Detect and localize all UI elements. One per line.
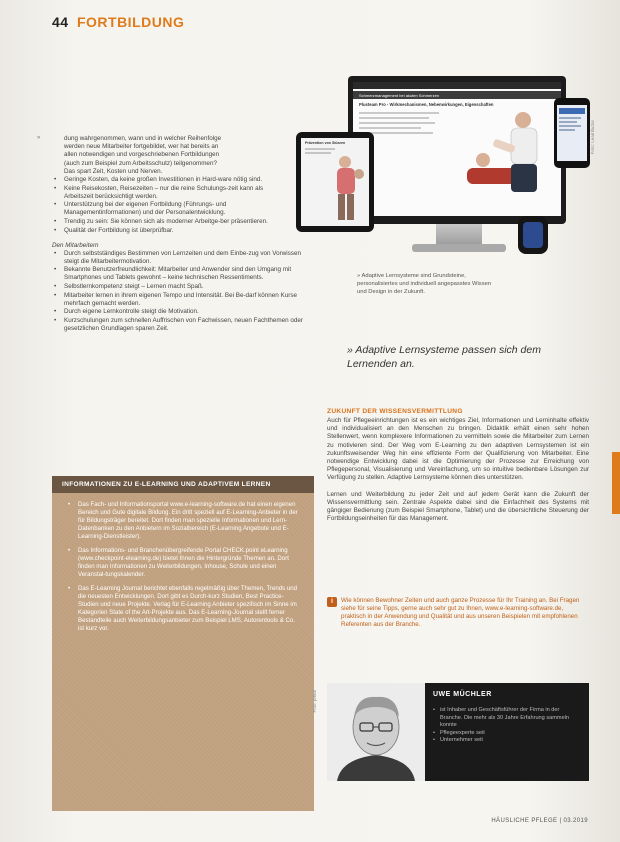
- staff-subheading: Den Mitarbeitern: [52, 241, 99, 249]
- page-header: [52, 14, 184, 30]
- smartphone-image: [554, 98, 590, 168]
- list-item: • Geringe Kosten, da keine großen Investitionen in Hard-ware nötig sind.: [52, 176, 282, 184]
- future-paragraph-2: Lernen und Weiterbildung zu jeder Zeit und auf jedem Gerät kann die Zukunft der Wissensvermittlung sein. Zentrale Aspekte dabei sind die Einfachheit des Systems mit gängiger Bedienung (zum Beispiel Smartphone, Tablet) und die übersichtliche Steuerung der Fortbildungseinheiten für das Management.: [327, 490, 589, 523]
- pull-quote: » Adaptive Lernsysteme passen sich dem Lernenden an.: [347, 344, 541, 370]
- tip-text: Wie können Bewohner Zeiten und auch ganze Prozesse für Ihr Training an. Bei Fragen siehe für seine Tipps, gerne auch sehr gut zu Ihnen, www.e-learning-software.de, praktisch in der Anwendung und Qualität und aus unseren Beispielen mit empfohlenen Referenten aus der Branche.: [341, 597, 580, 629]
- info-box-item: • Das Fach- und Informationsportal www.e-learning-software.de hat einen eigenen Bereich und Gute digitale Bildung. Ein dritt speziell auf E-Learning-Anbieter in der für Bildungsträger bereitet. Dort finden man spezielle Informationen und Lern-Datenbanken zu den Anbietern im Sozialbereich (E-Learning Angebote und E-Learning-Dienstleister).: [68, 501, 302, 541]
- page-footer: HÄUSLICHE PFLEGE | 03.2019: [491, 818, 588, 824]
- list-item: • Trendig zu sein: Sie können sich als moderner Arbeitge-ber präsentieren.: [52, 218, 282, 226]
- list-item: • Qualität der Fortbildung ist überprüfbar.: [52, 227, 282, 235]
- list-item: • Bekannte Benutzerfreundlichkeit: Mitarbeiter und Anwender sind den Umgang mit Smartphones und Tablets gewohnt – keine technischen Ressentiments.: [52, 266, 314, 282]
- info-box-title: INFORMATIONEN ZU E-LEARNING UND ADAPTIVEM LERNEN: [52, 476, 314, 493]
- author-photo: [327, 683, 425, 781]
- tip-note: [327, 597, 589, 629]
- smartwatch-image: [518, 216, 548, 254]
- intro-line: werden neue Mitarbeiter fortgebildet, wer hat bereits an: [64, 143, 219, 151]
- page-number: 44: [52, 14, 69, 30]
- list-item: • Mitarbeiter lernen in ihrem eigenen Tempo und Intensität. Bei Be-darf können Kurse mehrfach gemacht werden.: [52, 292, 314, 308]
- monitor-subtitle: Plusteam Pro - Wirkmechanismen, Nebenwirkungen, Eigenschaften: [359, 102, 494, 107]
- author-box: [327, 683, 589, 781]
- monitor-title: Schmerzmanagement bei akuten Schmerzen: [353, 91, 561, 99]
- tablet-title: Prävention von Stürzen: [305, 141, 346, 145]
- info-icon: i: [327, 597, 337, 607]
- list-item: • Durch eigene Lernkontrolle steigt die Motivation.: [52, 308, 314, 316]
- info-box: [52, 476, 314, 811]
- section-title: FORTBILDUNG: [76, 14, 185, 30]
- monitor-stand: [436, 224, 482, 246]
- future-paragraph-1: Auch für Pflegeeinrichtungen ist es ein wichtiges Ziel, Informationen und Lerninhalte effektiv und individualisiert an den Menschen zu bringen. Didaktik erhält einen sehr hohen Stellenwert, wenn komplexere Informationen zu vermitteln sowie die Mitarbeiter zum Lernen zu motivieren sind. Der Weg vom E-Learning zu den adaptiven Lernsystemen ist ein zukunftsweisender Weg hin eine effiziente Form der Qualifizierung von Mitarbeiter. Eine notwendige Entwicklung dabei ist die Optimierung der Prozesse zur Erreichung von Pflegepersonal, Visualisierung und Vereinfachung, um so intuitive bedienbare Lösungen zur Verfügung zu stellen. Adaptive Lernsysteme können dies unterstützen.: [327, 417, 589, 482]
- list-item: • Unterstützung bei der eigenen Fortbildung (Führungs- und Managementinformationen) und der Personalentwicklung.: [52, 201, 282, 217]
- tablet-image: [296, 132, 374, 232]
- image-credit: Foto: Learnfactor: [590, 120, 595, 155]
- monitor-base: [412, 244, 506, 252]
- image-caption: » Adaptive Lernsysteme sind Grundsteine, personalisiertes und individuell angepasstes Wissen und Design in der Zukunft.: [357, 273, 492, 295]
- photo-credit: Foto: privat: [312, 690, 317, 713]
- list-item: • Keine Reisekosten, Reisezeiten – nur die reine Schulungs-zeit kann als Arbeitszeit berücksichtigt werden.: [52, 185, 282, 201]
- list-item: • Durch selbstständiges Bestimmen von Lernzeiten und dem Einbe-zug von Vorwissen steigt die Mitarbeitermotivation.: [52, 250, 314, 266]
- device-illustration: [296, 72, 596, 272]
- author-bio-item: • Pflegeexperte seit: [433, 730, 583, 738]
- monitor-image: [348, 76, 566, 224]
- author-bio-item: • ist Inhaber und Geschäftsführer der Firma in der Branche. Die mehr als 30 Jahre Erfahrung sammeln konnte: [433, 707, 583, 730]
- author-name: UWE MÜCHLER: [433, 691, 492, 698]
- list-item: • Kurzschulungen zum schnellen Auffrischen von Fachwissen, neuen Fachthemen oder gesetzlichen Grundlagen sparen Zeit.: [52, 317, 314, 333]
- intro-line: dung wahrgenommen, wann und in welcher Reihenfolge: [64, 135, 222, 142]
- intro-line: allen notwendigen und vorgeschriebenen Fortbildungen: [64, 151, 220, 159]
- left-column: [52, 135, 314, 334]
- organisation-advantages-list: [52, 176, 282, 235]
- author-bio-item: • Unternehmer seit: [433, 737, 583, 745]
- author-bio-list: [433, 707, 583, 745]
- info-box-item: • Das E-Learning Journal berichtet ebenfalls regelmäßig über Themen, Trends und die neuesten Entwicklungen. Dort gibt es Durch-kurz Studien, Best Practice-Studien und neue Projekte. Verlag für E-Learning Anbieter spezifisch im Sinne im Kategorien State of the Art-Projekte aus. Das E-Learning-Journal stellt ferner Bestandteile auch Weiterbildungsanbieter zum Beispiel LMS, Autorentools & Co. ist kurz vor.: [68, 585, 302, 633]
- intro-line: Das spart Zeit, Kosten und Nerven.: [64, 167, 163, 175]
- margin-mark: »: [37, 135, 41, 141]
- right-column: [327, 408, 589, 523]
- staff-advantages-list: [52, 250, 314, 333]
- info-box-item: • Das Informations- und Branchenübergreifende Portal CHECK.point eLearning (www.checkpoint-elearning.de) bietet Ihnen die Hintergründe Themen an. Dort finden man Informationen zu Weiterbildungen, Inhouse, Schule und einen Veranstal-tungskalender.: [68, 547, 302, 579]
- intro-line: (auch zum Beispiel zum Arbeitsschutz) teilgenommen?: [64, 159, 217, 167]
- info-box-list: [52, 493, 314, 633]
- caregivers-illustration: [453, 106, 553, 206]
- page-edge-tab: [612, 452, 620, 514]
- list-item: • Selbstlernkompetenz steigt – Lernen macht Spaß.: [52, 283, 314, 291]
- future-heading: ZUKUNFT DER WISSENSVERMITTLUNG: [327, 408, 463, 415]
- patient-illustration: [325, 154, 367, 224]
